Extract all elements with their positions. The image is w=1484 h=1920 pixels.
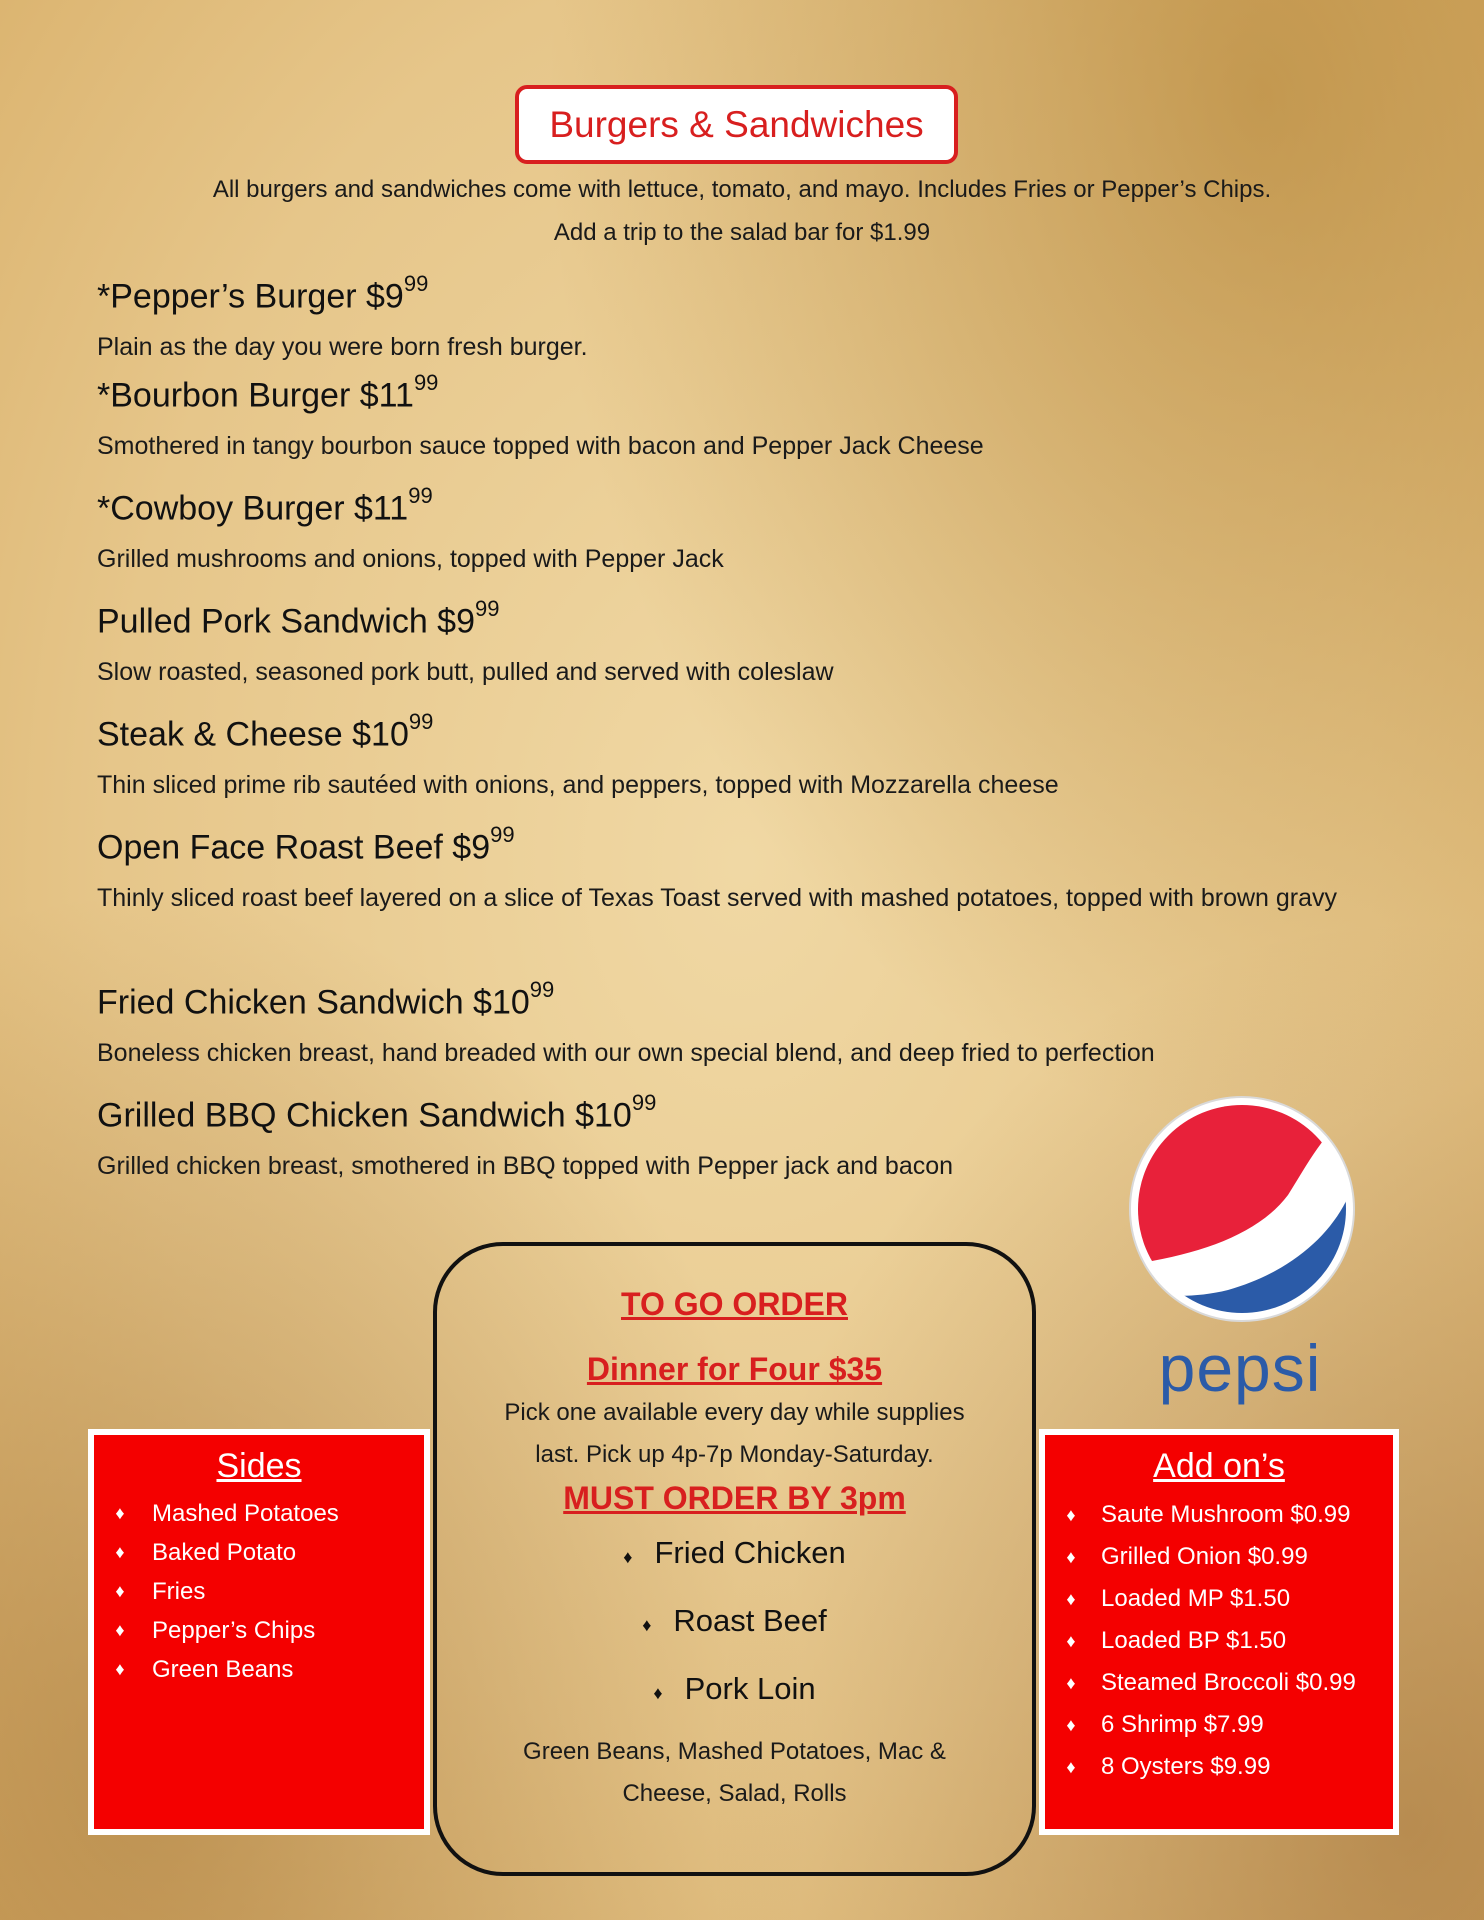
- menu-item-name: Pulled Pork Sandwich $\$9^{99}$: [97, 596, 500, 641]
- diamond-bullet-icon: ♦: [1066, 1714, 1076, 1735]
- menu-item-name: Fried Chicken Sandwich $\$10^{99}$: [97, 977, 555, 1022]
- list-item: ♦ 8 Oysters $9.99: [1045, 1746, 1393, 1788]
- list-item: ♦ Saute Mushroom $0.99: [1045, 1494, 1393, 1536]
- list-item: ♦ Steamed Broccoli $0.99: [1045, 1662, 1393, 1704]
- to-go-deadline: MUST ORDER BY 3pm: [563, 1480, 906, 1516]
- to-go-offer: Dinner for Four $35: [586, 1351, 883, 1387]
- menu-item-description: Thinly sliced roast beef layered on a slice of Texas Toast served with mashed potatoes, topped with brown gravy: [97, 884, 1338, 912]
- diamond-bullet-icon: ♦: [1066, 1756, 1076, 1777]
- sides-list: [94, 1494, 424, 1689]
- menu-item-description: Boneless chicken breast, hand breaded with our own special blend, and deep fried to perfection: [97, 1039, 1155, 1067]
- diamond-bullet-icon: ♦: [1066, 1546, 1076, 1567]
- menu-item-description: Slow roasted, seasoned pork butt, pulled and served with coleslaw: [97, 658, 834, 686]
- menu-item-name: Steak & Cheese $\$10^{99}$: [97, 709, 434, 754]
- menu-item-name: *Pepper’s Burger $\$9^{99}$: [97, 271, 429, 316]
- menu-item-name: Grilled BBQ Chicken Sandwich $\$10^{99}$: [97, 1090, 657, 1135]
- list-item: ♦ Loaded MP $1.50: [1045, 1578, 1393, 1620]
- to-go-includes-line-2: Cheese, Salad, Rolls: [622, 1780, 847, 1807]
- menu-item-description: Plain as the day you were born fresh burger.: [97, 333, 588, 361]
- pepsi-globe-icon: [1128, 1095, 1356, 1323]
- menu-item-name: *Cowboy Burger $\$11^{99}$: [97, 483, 433, 528]
- diamond-bullet-icon: ♦: [642, 1615, 652, 1635]
- sides-box: [88, 1429, 430, 1835]
- list-item: ♦ Loaded BP $1.50: [1045, 1620, 1393, 1662]
- entree-item: ♦ Roast Beef: [642, 1603, 827, 1638]
- diamond-bullet-icon: ♦: [115, 1542, 125, 1562]
- diamond-bullet-icon: ♦: [1066, 1672, 1076, 1693]
- list-item: ♦ Fries: [94, 1572, 424, 1611]
- menu-item-name: *Bourbon Burger $\$11^{99}$: [97, 370, 439, 415]
- list-item: ♦ Grilled Onion $0.99: [1045, 1536, 1393, 1578]
- diamond-bullet-icon: ♦: [1066, 1504, 1076, 1525]
- list-item: ♦ Pepper’s Chips: [94, 1611, 424, 1650]
- diamond-bullet-icon: ♦: [1066, 1630, 1076, 1651]
- menu-item-description: Grilled mushrooms and onions, topped with Pepper Jack: [97, 545, 724, 573]
- diamond-bullet-icon: ♦: [115, 1659, 125, 1679]
- menu-item-description: Smothered in tangy bourbon sauce topped with bacon and Pepper Jack Cheese: [97, 432, 984, 460]
- add-ons-box: [1039, 1429, 1399, 1835]
- add-ons-list: [1045, 1494, 1393, 1788]
- to-go-description-line-1: Pick one available every day while supplies: [504, 1399, 965, 1426]
- page-title: Burgers & Sandwiches: [515, 85, 958, 164]
- list-item: ♦ Mashed Potatoes: [94, 1494, 424, 1533]
- sides-title: Sides: [216, 1447, 302, 1485]
- to-go-includes-line-1: Green Beans, Mashed Potatoes, Mac &: [523, 1738, 946, 1765]
- intro-line-1: All burgers and sandwiches come with lettuce, tomato, and mayo. Includes Fries or Pepper’s Chips.: [212, 176, 1272, 203]
- diamond-bullet-icon: ♦: [653, 1683, 663, 1703]
- menu-item-description: Thin sliced prime rib sautéed with onions, and peppers, topped with Mozzarella cheese: [97, 771, 1059, 799]
- diamond-bullet-icon: ♦: [115, 1620, 125, 1640]
- list-item: ♦ Green Beans: [94, 1650, 424, 1689]
- diamond-bullet-icon: ♦: [115, 1581, 125, 1601]
- pepsi-wordmark: pepsi: [1158, 1331, 1322, 1405]
- to-go-description-line-2: last. Pick up 4p-7p Monday-Saturday.: [535, 1441, 934, 1468]
- diamond-bullet-icon: ♦: [623, 1547, 633, 1567]
- entree-item: ♦ Pork Loin: [653, 1671, 816, 1706]
- diamond-bullet-icon: ♦: [115, 1503, 125, 1523]
- list-item: ♦ Baked Potato: [94, 1533, 424, 1572]
- add-ons-title: Add on’s: [1153, 1447, 1285, 1485]
- menu-item-name: Open Face Roast Beef $\$9^{99}$: [97, 822, 515, 867]
- to-go-heading: TO GO ORDER: [621, 1286, 848, 1322]
- diamond-bullet-icon: ♦: [1066, 1588, 1076, 1609]
- to-go-order-box: [433, 1242, 1036, 1876]
- menu-item-description: Grilled chicken breast, smothered in BBQ topped with Pepper jack and bacon: [97, 1152, 954, 1180]
- intro-line-2: Add a trip to the salad bar for $1.99: [553, 219, 931, 246]
- list-item: ♦ 6 Shrimp $7.99: [1045, 1704, 1393, 1746]
- entree-item: ♦ Fried Chicken: [623, 1535, 846, 1570]
